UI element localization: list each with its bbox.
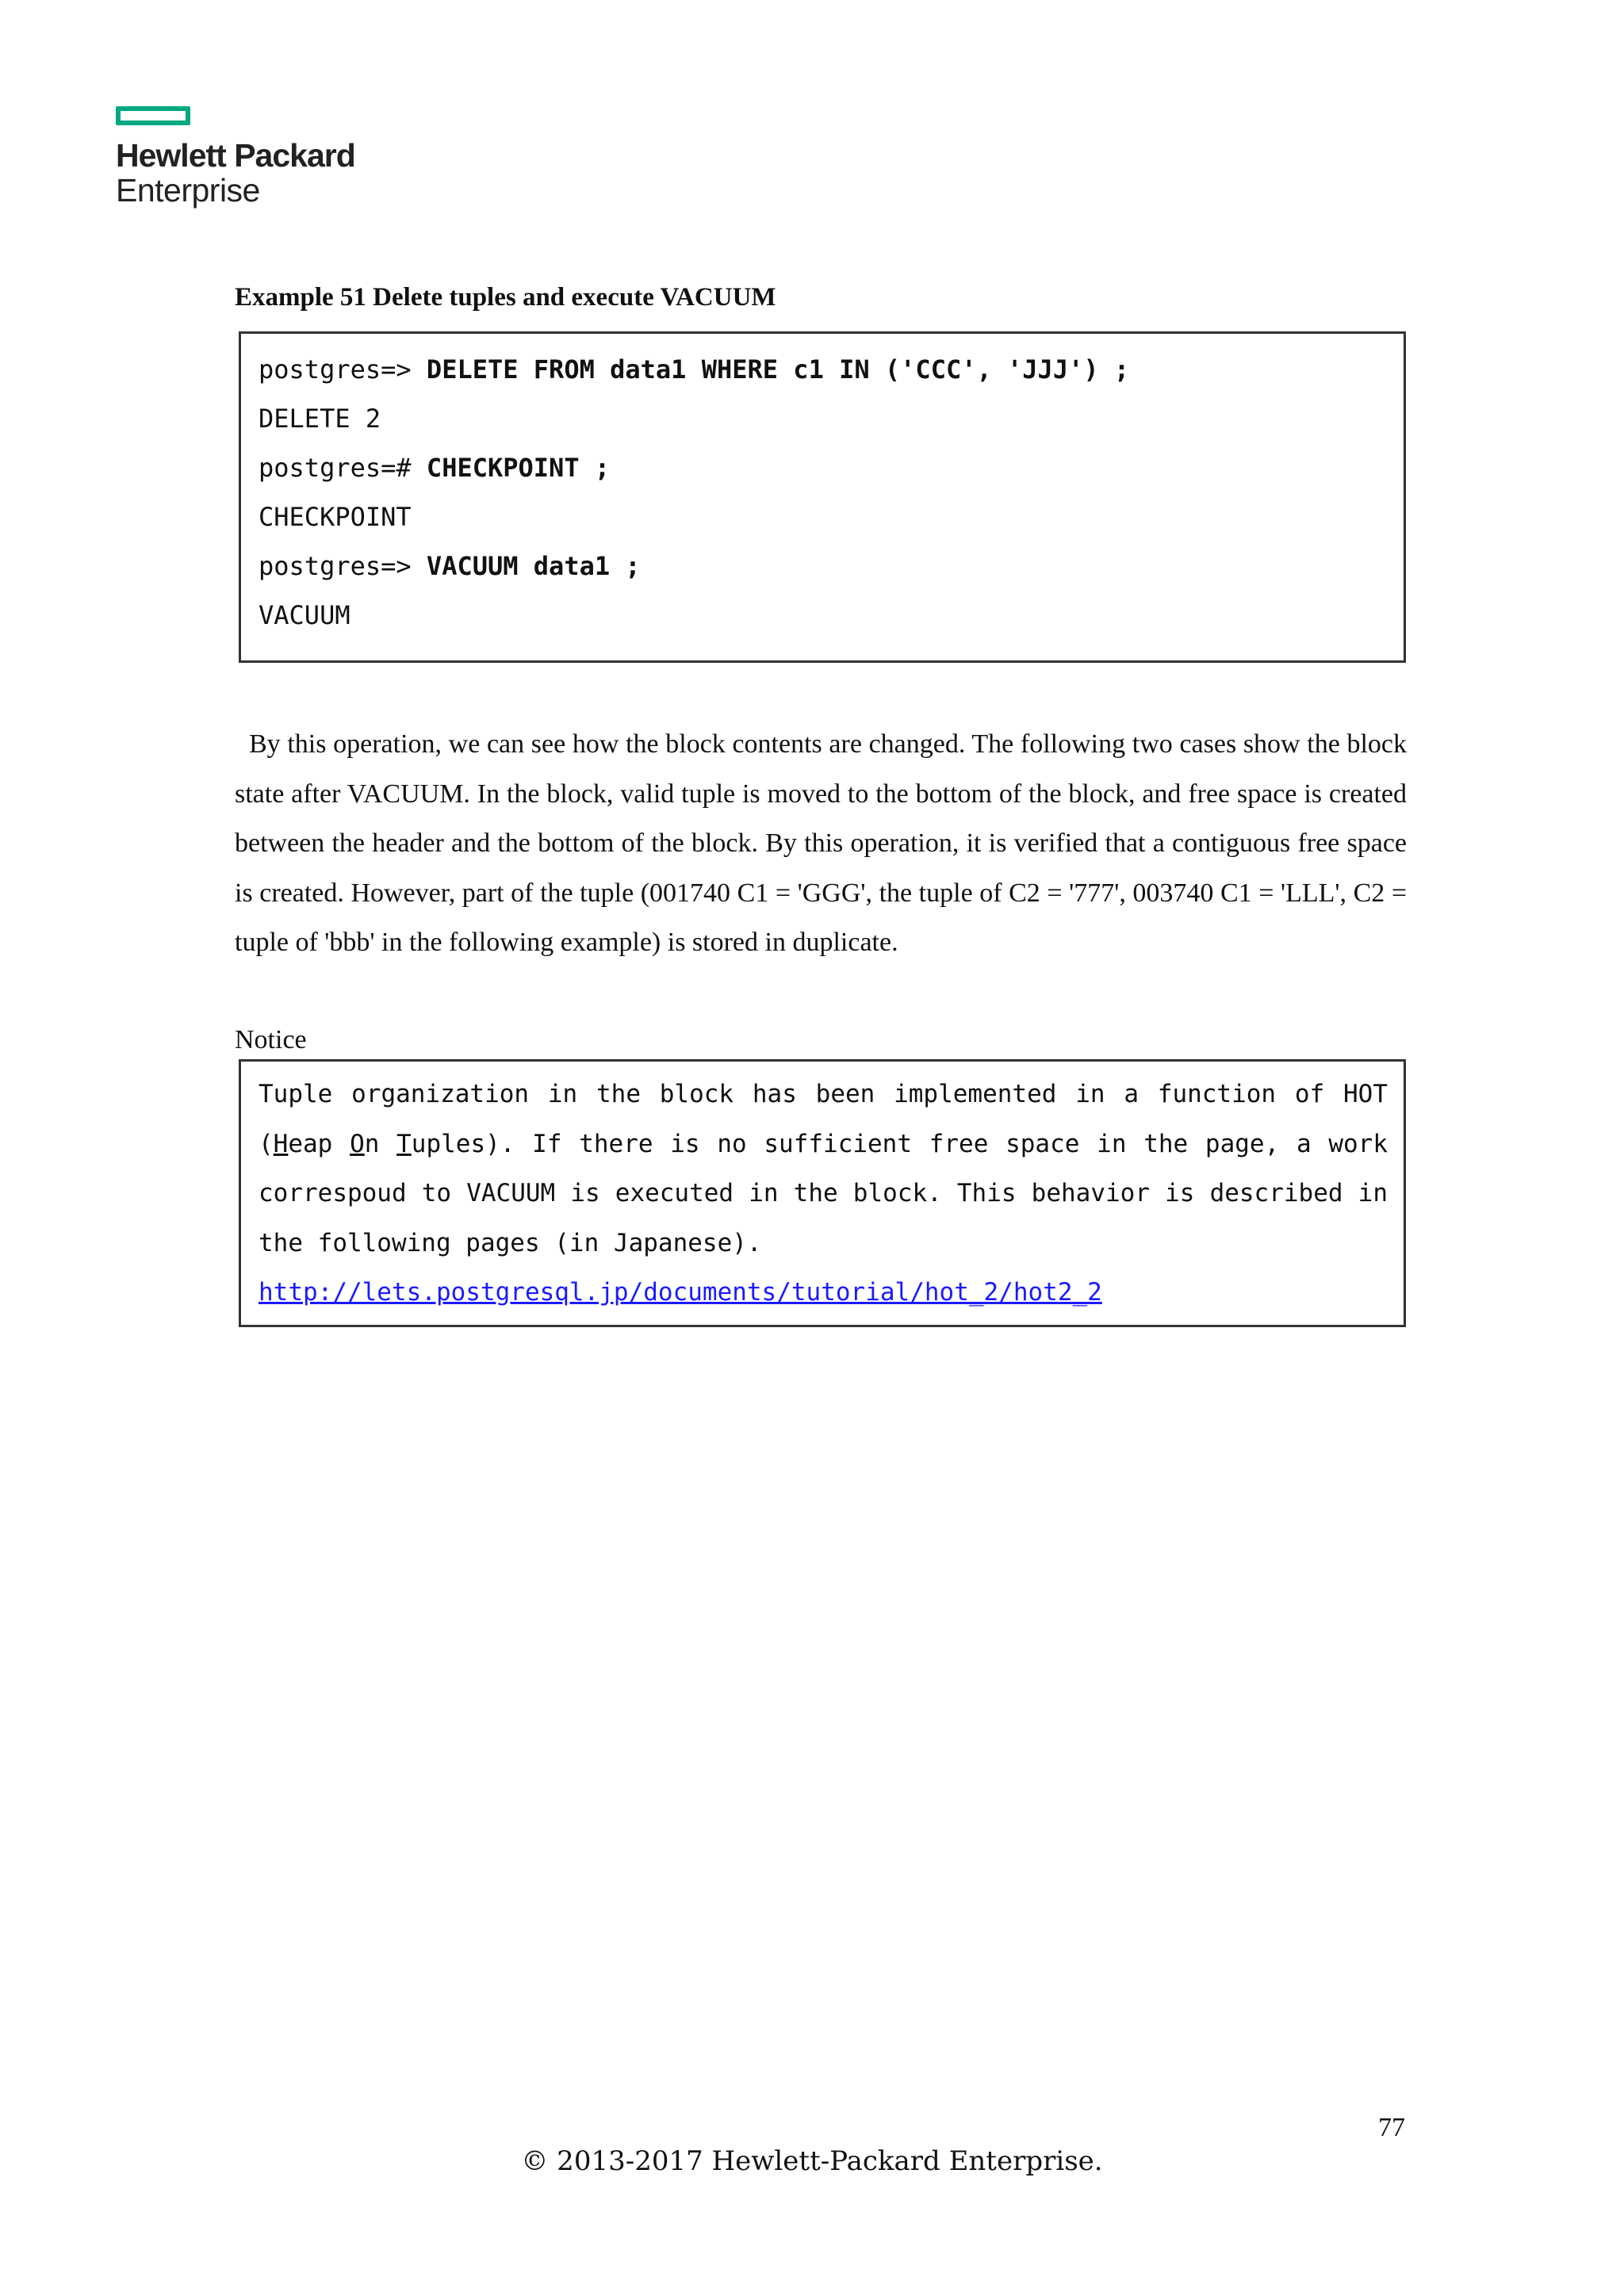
code-line (259, 591, 1404, 640)
code-command: VACUUM data1 ; (426, 551, 641, 581)
code-prompt: postgres=# (259, 453, 427, 483)
hpe-logo (116, 106, 355, 208)
paragraph-text: By this operation, we can see how the block contents are changed. The following two cases show the block state after VACUUM. In the block, valid tuple is moved to the bottom of the block, and free space is created between the header and the bottom of the block. By this operation, it is verified that a contiguous free space is created. However, part of the tuple (001740 C1 = 'GGG', the tuple of C2 = '777', 003740 C1 = 'LLL', C2 = tuple of 'bbb' in the following example) is stored in duplicate. (235, 729, 1407, 957)
notice-label: Notice (235, 1025, 307, 1054)
code-block (239, 331, 1406, 663)
example-caption: Example 51 Delete tuples and execute VACUUM (235, 283, 776, 312)
underlined-letter: O (350, 1129, 365, 1158)
logo-text-line2: Enterprise (116, 172, 260, 209)
notice-text-part: eap (288, 1129, 350, 1158)
hpe-logo-mark (116, 106, 190, 125)
code-line (259, 443, 1404, 492)
body-paragraph (235, 720, 1407, 968)
logo-text-line1: Hewlett Packard (116, 137, 355, 174)
code-line (259, 492, 1404, 541)
code-line (259, 541, 1404, 591)
code-line (259, 394, 1404, 443)
notice-text-part: uples (411, 1129, 486, 1158)
code-output: DELETE 2 (259, 404, 381, 434)
notice-text-part: ). If there is no sufficient free space in the page, a work correspoud to VACUUM is executed in the block. This behavior is described in the following pages (in Japanese). (259, 1129, 1388, 1257)
underlined-letter: H (273, 1129, 289, 1158)
code-prompt: postgres=> (259, 354, 427, 385)
notice-text-part: Tuple organization in the block has been implemented in a function of HOT ( (259, 1080, 1388, 1158)
page-number: 77 (1378, 2113, 1405, 2142)
copyright: © 2013-2017 Hewlett-Packard Enterprise. (521, 2145, 1103, 2177)
underlined-letter: T (396, 1129, 412, 1158)
code-line (259, 345, 1404, 394)
code-output: VACUUM (259, 600, 350, 630)
code-command: DELETE FROM data1 WHERE c1 IN ('CCC', 'JJJ') ; (426, 354, 1130, 385)
code-output: CHECKPOINT (259, 502, 412, 532)
notice-text (259, 1070, 1388, 1268)
notice-text-part: n (364, 1129, 397, 1158)
notice-box (239, 1059, 1406, 1327)
code-command: CHECKPOINT ; (426, 453, 611, 483)
code-prompt: postgres=> (259, 551, 427, 581)
notice-link[interactable]: http://lets.postgresql.jp/documents/tutorial/hot_2/hot2_2 (259, 1278, 1102, 1307)
